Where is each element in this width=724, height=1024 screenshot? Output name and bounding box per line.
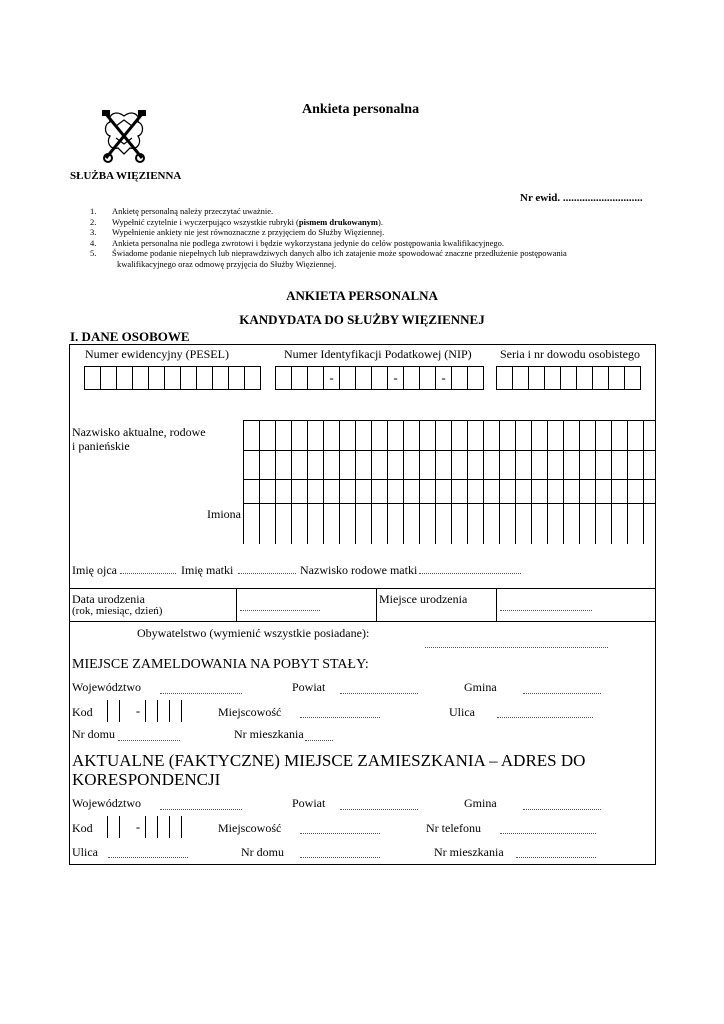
postal-digit-box[interactable]	[169, 816, 181, 838]
instruction-item: 2. Wypełnić czytelnie i wyczerpująco wszystkie rubryki (pismem drukowanym).	[90, 216, 383, 227]
current-town-label: Miejscowość	[218, 821, 282, 835]
id-card-char-box[interactable]	[609, 367, 625, 389]
citizenship-label: Obywatelstwo (wymienić wszystkie posiadane):	[137, 626, 370, 640]
mother-maiden-name-field[interactable]	[419, 573, 521, 574]
form-title: ANKIETA PERSONALNA	[286, 288, 438, 303]
postal-separator: -	[135, 819, 141, 834]
registered-commune-field[interactable]	[523, 693, 601, 694]
pesel-digit-box[interactable]	[117, 367, 133, 389]
registered-house-number-label: Nr domu	[72, 727, 115, 741]
nip-digit-box[interactable]	[452, 367, 468, 389]
birth-date-label: Data urodzenia	[72, 592, 145, 606]
current-postal-code-boxes[interactable]	[107, 816, 182, 838]
postal-digit-box[interactable]	[107, 816, 119, 838]
instruction-item: 1. Ankietę personalną należy przeczytać uważnie.	[90, 206, 274, 216]
current-flat-number-label: Nr mieszkania	[434, 845, 504, 859]
instruction-item: 4. Ankieta personalna nie podlega zwrotowi i będzie wykorzystana jedynie do celów postępowania kwalifikacyjnego.	[90, 237, 505, 248]
registered-voivodeship-label: Województwo	[72, 680, 142, 694]
pesel-digit-box[interactable]	[149, 367, 165, 389]
postal-separator: -	[135, 703, 141, 718]
pesel-digit-box[interactable]	[245, 367, 261, 389]
pesel-digit-box[interactable]	[213, 367, 229, 389]
registered-address-heading: MIEJSCE ZAMELDOWANIA NA POBYT STAŁY:	[72, 657, 369, 672]
current-address-heading: AKTUALNE (FAKTYCZNE) MIEJSCE ZAMIESZKANIA – ADRES DO	[72, 751, 586, 770]
nip-digit-box[interactable]	[420, 367, 436, 389]
document-title: Ankieta personalna	[302, 102, 420, 117]
pesel-digit-box[interactable]	[85, 367, 101, 389]
mother-maiden-name-label: Nazwisko rodowe matki	[300, 563, 418, 577]
current-street-field[interactable]	[108, 857, 188, 858]
pesel-label: Numer ewidencyjny (PESEL)	[85, 347, 229, 361]
current-postal-code-label: Kod	[72, 821, 93, 835]
pesel-digit-box[interactable]	[229, 367, 245, 389]
id-card-label: Seria i nr dowodu osobistego	[500, 347, 640, 361]
instruction-item: 5. Świadome podanie niepełnych lub nieprawdziwych danych albo ich zatajenie może spowodować znaczne przedłużenie postępowania	[90, 248, 567, 258]
registered-postal-code-boxes[interactable]	[107, 700, 182, 722]
section-heading-personal-data: I. DANE OSOBOWE	[70, 329, 190, 344]
father-name-field[interactable]	[120, 573, 176, 574]
current-commune-field[interactable]	[523, 809, 601, 810]
instruction-item: 3. Wypełnienie ankiety nie jest równoznaczne z przyjęciem do Służby Więziennej.	[90, 227, 385, 237]
divider	[496, 588, 497, 621]
pesel-digit-box[interactable]	[133, 367, 149, 389]
registered-flat-number-label: Nr mieszkania	[234, 727, 304, 741]
id-card-char-box[interactable]	[529, 367, 545, 389]
registered-street-label: Ulica	[449, 705, 475, 719]
registered-town-label: Miejscowość	[218, 705, 282, 719]
id-card-char-box[interactable]	[625, 367, 641, 389]
current-house-number-label: Nr domu	[241, 845, 284, 859]
registered-flat-number-field[interactable]	[305, 740, 333, 741]
registered-postal-code-label: Kod	[72, 705, 93, 719]
mother-name-label: Imię matki	[181, 563, 234, 577]
nip-digit-box[interactable]	[276, 367, 292, 389]
current-phone-label: Nr telefonu	[426, 821, 481, 835]
names-label: Imiona	[207, 507, 241, 521]
pesel-digit-box[interactable]	[165, 367, 181, 389]
registered-street-field[interactable]	[497, 717, 593, 718]
postal-digit-box[interactable]	[119, 816, 131, 838]
current-county-label: Powiat	[292, 796, 326, 810]
nip-digit-box[interactable]	[372, 367, 388, 389]
pesel-digit-box[interactable]	[181, 367, 197, 389]
id-card-char-box[interactable]	[545, 367, 561, 389]
nip-digit-box[interactable]	[292, 367, 308, 389]
divider	[69, 621, 656, 622]
postal-digit-box[interactable]	[107, 700, 119, 722]
birth-place-field[interactable]	[500, 610, 592, 611]
birth-date-format-hint: (rok, miesiąc, dzień)	[72, 605, 163, 617]
nip-digit-box[interactable]	[340, 367, 356, 389]
father-name-label: Imię ojca	[72, 563, 117, 577]
postal-digit-box[interactable]	[157, 816, 169, 838]
postal-digit-box[interactable]	[145, 700, 157, 722]
registered-town-field[interactable]	[300, 717, 380, 718]
current-street-label: Ulica	[72, 845, 98, 859]
birth-date-field[interactable]	[240, 610, 320, 611]
pesel-digit-box[interactable]	[101, 367, 117, 389]
surname-label-line2: i panieńskie	[72, 439, 130, 453]
nip-separator: -	[436, 367, 452, 389]
registered-county-field[interactable]	[340, 693, 418, 694]
mother-name-field[interactable]	[238, 573, 296, 574]
nip-input-grid[interactable]	[275, 366, 484, 390]
nip-digit-box[interactable]	[356, 367, 372, 389]
postal-digit-box[interactable]	[157, 700, 169, 722]
birth-place-label: Miejsce urodzenia	[379, 592, 468, 606]
nip-digit-box[interactable]	[468, 367, 484, 389]
postal-digit-box[interactable]	[169, 700, 181, 722]
divider	[236, 588, 237, 621]
nip-digit-box[interactable]	[308, 367, 324, 389]
nip-separator: -	[324, 367, 340, 389]
surname-label: Nazwisko aktualne, rodowe	[72, 425, 206, 439]
pesel-input-grid[interactable]	[84, 366, 261, 390]
registered-voivodeship-field[interactable]	[160, 693, 242, 694]
nip-digit-box[interactable]	[404, 367, 420, 389]
current-flat-number-field[interactable]	[516, 857, 596, 858]
current-county-field[interactable]	[340, 809, 418, 810]
id-card-input-grid[interactable]	[496, 366, 641, 390]
id-card-char-box[interactable]	[577, 367, 593, 389]
registered-county-label: Powiat	[292, 680, 326, 694]
current-town-field[interactable]	[300, 833, 380, 834]
citizenship-field[interactable]	[425, 647, 608, 648]
registered-commune-label: Gmina	[464, 680, 497, 694]
divider	[376, 588, 377, 621]
current-phone-field[interactable]	[500, 833, 596, 834]
institution-name: SŁUŻBA WIĘZIENNA	[70, 170, 182, 182]
current-voivodeship-label: Województwo	[72, 796, 142, 810]
current-address-heading-line2: KORESPONDENCJI	[72, 770, 221, 789]
current-commune-label: Gmina	[464, 796, 497, 810]
current-voivodeship-field[interactable]	[160, 809, 242, 810]
nip-separator: -	[388, 367, 404, 389]
registered-house-number-field[interactable]	[118, 740, 180, 741]
current-house-number-field[interactable]	[300, 857, 380, 858]
postal-digit-box[interactable]	[145, 816, 157, 838]
instructions-list	[90, 206, 710, 269]
id-card-char-box[interactable]	[561, 367, 577, 389]
nip-label: Numer Identyfikacji Podatkowej (NIP)	[284, 347, 472, 361]
form-subtitle: KANDYDATA DO SŁUŻBY WIĘZIENNEJ	[239, 312, 485, 327]
id-card-char-box[interactable]	[513, 367, 529, 389]
pesel-digit-box[interactable]	[197, 367, 213, 389]
prison-service-emblem	[98, 108, 150, 164]
id-card-char-box[interactable]	[497, 367, 513, 389]
id-card-char-box[interactable]	[593, 367, 609, 389]
nr-ewid-field[interactable]: Nr ewid. .............................	[520, 192, 643, 204]
postal-digit-box[interactable]	[119, 700, 131, 722]
divider	[69, 588, 656, 589]
surname-names-grid[interactable]	[243, 420, 656, 544]
instruction-item-continued: kwalifikacyjnego oraz odmowę przyjęcia do Służby Więziennej.	[117, 258, 337, 269]
